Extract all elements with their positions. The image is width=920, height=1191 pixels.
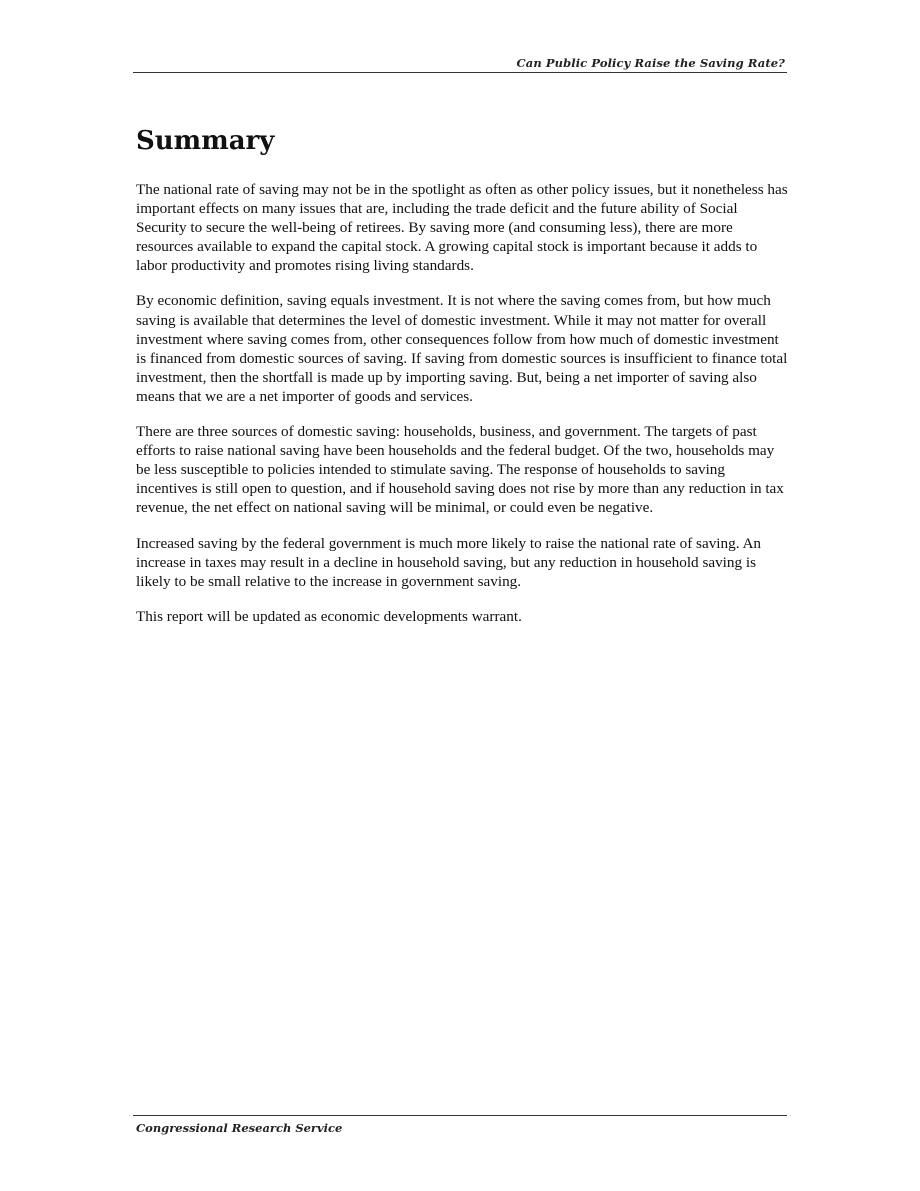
footer-organization: Congressional Research Service: [136, 1121, 343, 1135]
page-title: Summary: [136, 126, 275, 156]
page-header: [133, 52, 787, 73]
running-title: Can Public Policy Raise the Saving Rate?: [516, 56, 785, 70]
summary-paragraph-2: By economic definition, saving equals investment. It is not where the saving comes from, but how much saving is available that determines the level of domestic investment. While it may not matter for overall investment where saving comes from, other consequences follow from how much of domestic investment is financed from domestic sources of saving. If saving from domestic sources is insufficient to finance total investment, then the shortfall is made up by importing saving. But, being a net importer of saving also means that we are a net importer of goods and services.: [136, 292, 788, 405]
summary-paragraph-3: There are three sources of domestic saving: households, business, and government. The targets of past efforts to raise national saving have been households and the federal budget. Of the two, households may be less susceptible to policies intended to stimulate saving. The response of households to saving incentives is still open to question, and if household saving does not rise by more than any reduction in tax revenue, the net effect on national saving will be minimal, or could even be negative.: [136, 423, 784, 517]
page-footer: [133, 1115, 787, 1135]
summary-paragraph-4: Increased saving by the federal government is much more likely to raise the national rate of saving. An increase in taxes may result in a decline in household saving, but any reduction in household saving is likely to be small relative to the increase in government saving.: [136, 534, 762, 590]
summary-paragraph-5: This report will be updated as economic developments warrant.: [136, 607, 522, 625]
summary-section: [136, 124, 788, 642]
summary-paragraph-1: The national rate of saving may not be in the spotlight as often as other policy issues, but it nonetheless has important effects on many issues that are, including the trade deficit and the future ability of Social Security to secure the well-being of retirees. By saving more (and consuming less), there are more resources available to expand the capital stock. A growing capital stock is important because it adds to labor productivity and promotes rising living standards.: [136, 181, 788, 275]
